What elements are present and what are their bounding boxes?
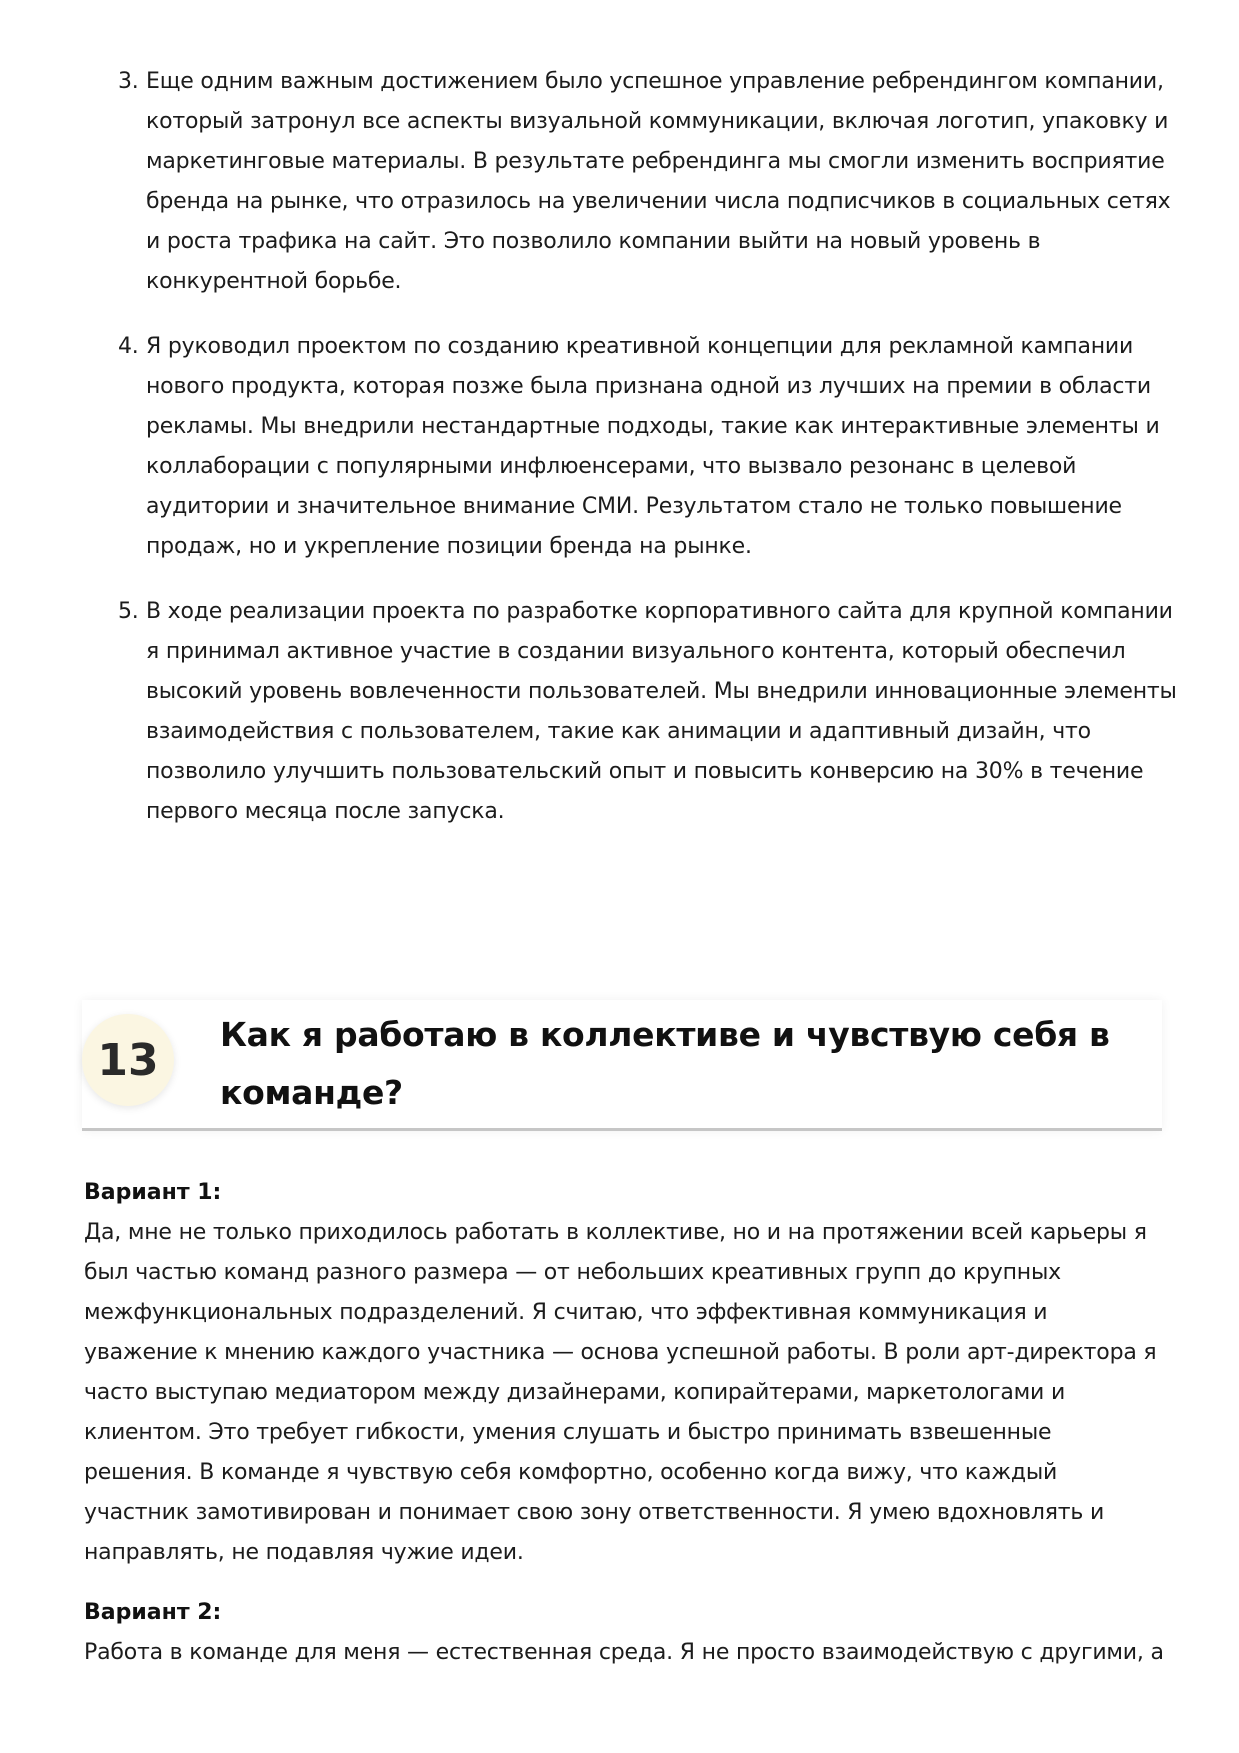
section-header [82,1000,1162,1131]
variant-text: Да, мне не только приходилось работать в коллективе, но и на протяжении всей карьеры я был частью команд разного размера — от небольших креативных групп до крупных межфункциональных подразделений. Я считаю, что эффективная коммуникация и уважение к мнению каждого участника — основа успешной работы. В роли арт-директора я часто выступаю медиатором между дизайнерами, копирайтерами, маркетологами и клиентом. Это требует гибкости, умения слушать и быстро принимать взвешенные решения. В команде я чувствую себя комфортно, особенно когда вижу, что каждый участник замотивирован и понимает свою зону ответственности. Я умею вдохновлять и направлять, не подавляя чужие идеи. [84,1220,1157,1565]
section-number-badge: 13 [82,1014,174,1106]
list-item-text: В ходе реализации проекта по разработке корпоративного сайта для крупной компании я принимал активное участие в создании визуального контента, который обеспечил высокий уровень вовлеченности пользователей. Мы внедрили инновационные элементы взаимодействия с пользователем, такие как анимации и адаптивный дизайн, что позволило улучшить пользовательский опыт и повысить конверсию на 30% в течение первого месяца после запуска. [146,599,1177,824]
list-item-number: 3. [118,69,139,94]
variant-label: Вариант 1: [84,1180,222,1205]
list-item [118,327,1178,567]
variant-block [84,1173,1164,1573]
variant-block [84,1593,1164,1673]
section-title: Как я работаю в коллективе и чувствую себя в команде? [220,1015,1110,1112]
list-item-number: 5. [118,599,139,624]
variant-text: Работа в команде для меня — естественная среда. Я не просто взаимодействую с другими, а [84,1640,1164,1665]
achievements-list [118,62,1178,857]
answer-variants [84,1173,1164,1693]
list-item [118,592,1178,832]
list-item-text: Еще одним важным достижением было успешное управление ребрендингом компании, который затронул все аспекты визуальной коммуникации, включая логотип, упаковку и маркетинговые материалы. В результате ребрендинга мы смогли изменить восприятие бренда на рынке, что отразилось на увеличении числа подписчиков в социальных сетях и роста трафика на сайт. Это позволило компании выйти на новый уровень в конкурентной борьбе. [146,69,1171,294]
variant-label: Вариант 2: [84,1600,222,1625]
list-item [118,62,1178,302]
list-item-number: 4. [118,334,139,359]
list-item-text: Я руководил проектом по созданию креативной концепции для рекламной кампании нового продукта, которая позже была признана одной из лучших на премии в области рекламы. Мы внедрили нестандартные подходы, такие как интерактивные элементы и коллаборации с популярными инфлюенсерами, что вызвало резонанс в целевой аудитории и значительное внимание СМИ. Результатом стало не только повышение продаж, но и укрепление позиции бренда на рынке. [146,334,1160,559]
